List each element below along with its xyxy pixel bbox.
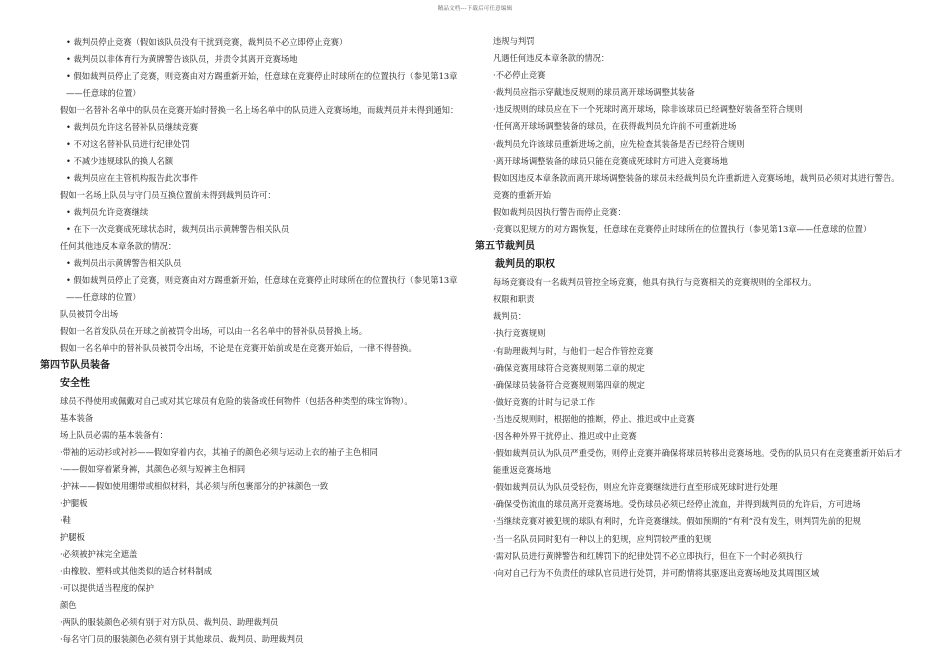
text-line: • 裁判员以非体育行为黄牌警告该队员，并责令其离开竞赛场地 [66, 54, 298, 64]
text-line: ·违反规则的球员应在下一个死球时离开球场，除非该球员已经调整好装备至符合规则 [493, 104, 803, 115]
text-line: ·裁判员应指示穿戴违反规则的球员离开球场调整其装备 [493, 87, 695, 98]
text-line: ·裁判员允许该球员重新进场之前，应先检查其装备是否已经符合规则 [493, 138, 745, 149]
text-line: ·两队的服装颜色必须有别于对方队员、裁判员、助理裁判员 [60, 617, 279, 627]
text-line: • 裁判员允许竞赛继续 [66, 207, 149, 217]
text-line: • 假如裁判员停止了竞赛，则竞赛由对方踢重新开始，任意球在竞赛停止时球所在的位置执行（参见第13章——任意球的位置） [66, 275, 458, 302]
text-line: ·每名守门员的服装颜色必须有别于其他球员、裁判员、助理裁判员 [60, 634, 304, 644]
text-line: ·鞋 [60, 515, 71, 525]
text-line: ·做好竞赛的计时与记录工作 [493, 396, 596, 407]
text-line: 凡遇任何违反本章条款的情况： [493, 53, 610, 64]
text-line: • 裁判员应在主管机构报告此次事件 [66, 173, 198, 183]
text-line: ·当一名队员同时犯有一种以上的犯规，应判罚较严重的犯规 [493, 533, 712, 544]
text-line: 护腿板 [60, 532, 85, 542]
text-line: 每场竞赛设有一名裁判员管控全场竞赛，他具有执行与竞赛相关的竞赛规则的全部权力。 [493, 277, 817, 288]
text-line: ·需对队员进行黄牌警告和红牌罚下的纪律处罚不必立即执行，但在下一个时必须执行 [493, 550, 803, 561]
text-line: ·向对自己行为不负责任的球队官员进行处罚，并可酌情将其驱逐出竞赛场地及其周围区域 [493, 567, 820, 578]
text-line: • 不减少违规球队的换人名额 [66, 156, 174, 166]
text-line: ·执行竞赛规则 [493, 328, 546, 339]
text-line: ·可以提供适当程度的保护 [60, 583, 154, 593]
text-line: • 裁判员允许这名替补队员继续竞赛 [66, 122, 198, 132]
text-line: 假如裁判员因执行警告而停止竞赛： [493, 206, 626, 217]
text-line: ·因各种外界干扰停止、推迟或中止竞赛 [493, 430, 637, 441]
right-column [475, 33, 910, 582]
text-line: 假如一名首发队员在开球之前被罚令出场，可以由一名名单中的替补队员替换上场。 [60, 326, 367, 336]
text-line: ·不必停止竞赛 [493, 70, 546, 81]
text-line: ·由橡胶、塑料或其他类似的适合材料制成 [60, 566, 212, 576]
text-line: ·离开球场调整装备的球员只能在竞赛成死球时方可进入竞赛场地 [493, 155, 728, 166]
section-heading: 安全性 [60, 378, 90, 389]
text-line: 假如一名场上队员与守门员互换位置前未得到裁判员许可： [60, 190, 276, 200]
text-line: ·假如裁判员认为队员严重受伤，则停止竞赛并确保将球员转移出竞赛场地。受伤的队员只有在竞赛重新开始后才能重返竞赛场地 [493, 448, 903, 476]
text-line: ·带袖的运动衫或衬衫——假如穿着内衣，其袖子的颜色必须与运动上衣的袖子主色相同 [60, 447, 378, 457]
section-heading: 第五节裁判员 [475, 241, 535, 253]
text-line: ·——假如穿着紧身裤，其颜色必须与短裤主色相同 [60, 464, 246, 474]
text-line: ·假如裁判员认为队员受轻伤，则应允许竞赛继续进行直至形成死球时进行处理 [493, 482, 778, 493]
text-line: ·确保球员装备符合竞赛规则第四章的规定 [493, 379, 645, 390]
text-line: 队员被罚令出场 [60, 309, 119, 319]
text-line: • 不对这名替补队员进行纪律处罚 [66, 139, 190, 149]
text-line: 颜色 [60, 600, 77, 610]
page-header: 精品文档---下载后可任意编辑 [437, 6, 513, 12]
text-line: 球员不得使用或佩戴对自己或对其它球员有危险的装备或任何物件（包括各种类型的珠宝饰物）。 [60, 396, 413, 406]
text-line: 任何其他违反本章条款的情况： [60, 241, 177, 251]
text-line: ·有助理裁判与时，与他们一起合作管控竞赛 [493, 345, 654, 356]
text-line: 场上队员必需的基本装备有： [60, 430, 168, 440]
text-line: • 在下一次竞赛成死球状态时，裁判员出示黄牌警告相关队员 [66, 224, 290, 234]
text-line: ·任何离开球场调整装备的球员，在获得裁判员允许前不可重新进场 [493, 121, 737, 132]
text-line: 假如一名替补名单中的队员在竞赛开始时替换一名上场名单中的队员进入竞赛场地，而裁判员并未得到通知： [60, 105, 459, 115]
text-line: • 假如裁判员停止了竞赛，则竞赛由对方踢重新开始，任意球在竞赛停止时球所在的位置执行（参见第13章——任意球的位置） [66, 71, 458, 98]
text-line: 权限和职责 [493, 294, 535, 305]
text-line: ·确保受伤流血的球员离开竞赛场地。受伤球员必须已经停止流血，并得到裁判员的允许后，方可进场 [493, 499, 861, 510]
text-line: 裁判员： [493, 311, 527, 322]
text-line: 假如一名名单中的替补队员被罚令出场，不论是在竞赛开始前或是在竞赛开始后，一律不得替换。 [60, 343, 417, 353]
text-line: ·当违反规则时，根据他的推断，停止、推迟或中止竞赛 [493, 413, 695, 424]
text-line: • 裁判员停止竞赛（假如该队员没有干扰到竞赛，裁判员不必立即停止竞赛） [66, 37, 348, 47]
text-line: 竞赛的重新开始 [493, 189, 552, 200]
section-heading: 第四节队员装备 [40, 360, 110, 371]
text-line: • 裁判员出示黄牌警告相关队员 [66, 258, 182, 268]
text-line: 违规与判罚 [493, 36, 535, 46]
text-line: 基本装备 [60, 413, 94, 423]
left-column [40, 34, 468, 648]
text-line: ·竞赛以犯规方的对方踢恢复，任意球在竞赛停止时球所在的位置执行（参见第13章——任意球的位置） [493, 224, 872, 235]
text-line: ·护袜——假如使用绷带或相似材料，其必须与所包裹部分的护袜颜色一致 [60, 481, 329, 491]
text-line: ·确保竞赛用球符合竞赛规则第二章的规定 [493, 362, 645, 373]
text-line: ·护腿板 [60, 498, 88, 508]
section-heading: 裁判员的职权 [495, 259, 555, 271]
text-line: ·必须被护袜完全遮盖 [60, 549, 138, 559]
text-line: ·当继续竞赛对被犯规的球队有利时，允许竞赛继续。假如预期的“有利”没有发生，则判罚先前的犯规 [493, 516, 861, 527]
text-line: 假如因违反本章条款而离开球场调整装备的球员未经裁判员允许重新进入竞赛场地，裁判员必须对其进行警告。 [493, 172, 900, 183]
